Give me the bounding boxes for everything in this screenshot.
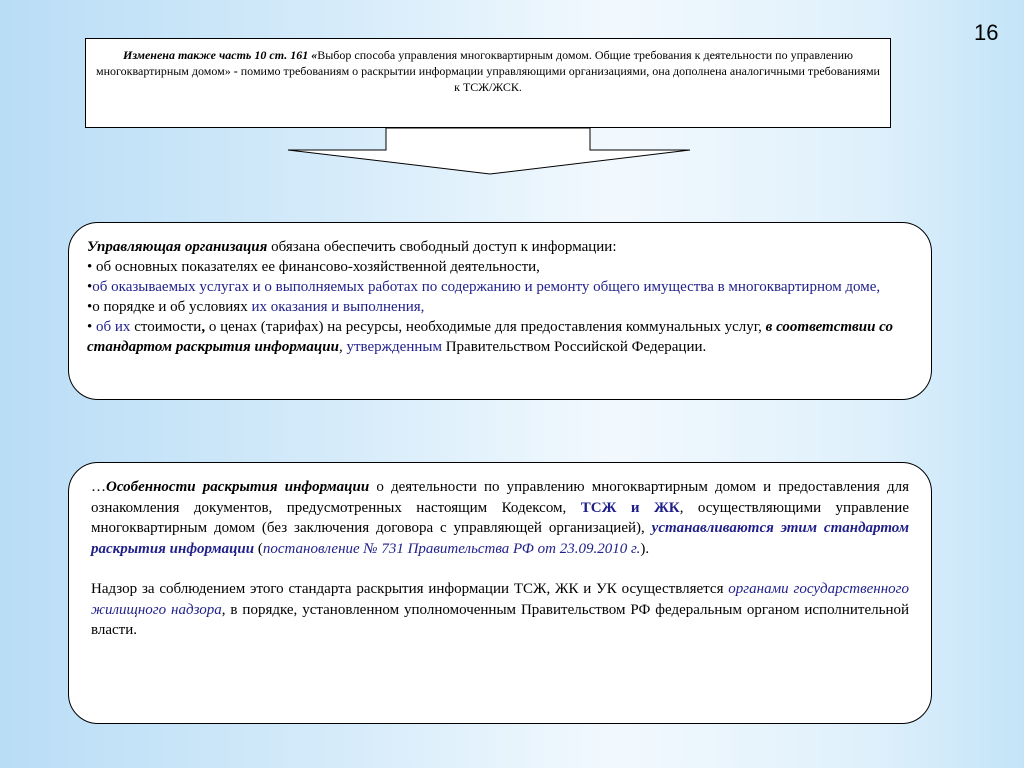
bullet: • bbox=[87, 279, 93, 295]
box-a-item3-c: , bbox=[420, 299, 425, 315]
top-box-dash: - bbox=[230, 64, 241, 78]
box-a-item4 bbox=[87, 317, 913, 357]
box-b-paragraph2 bbox=[91, 579, 909, 641]
box-a-item3-a: о порядке и об условиях bbox=[92, 299, 252, 315]
box-management-organization bbox=[68, 222, 932, 400]
down-arrow-icon bbox=[0, 0, 1024, 200]
box-a-item4-g: утвержденным bbox=[346, 339, 442, 355]
box-b-paragraph1 bbox=[91, 477, 909, 559]
box-a-item4-comma: , bbox=[201, 319, 206, 335]
ellipsis: … bbox=[91, 479, 106, 495]
box-a-intro bbox=[87, 237, 913, 257]
box-a-item2-text: об оказываемых услугах и о выполняемых работах по содержанию и ремонту общего имущества в многоквартирном доме, bbox=[92, 279, 881, 295]
bullet: • bbox=[87, 319, 97, 335]
box-a-item4-a: об их bbox=[96, 319, 131, 335]
box-b-p1-c: , осуществляющими управление многоквартирным домом (без заключения договора с управляющей организацией), bbox=[91, 499, 909, 536]
box-b-p2-a: Надзор за соблюдением этого стандарта раскрытия информации ТСЖ, ЖК и УК осуществляется bbox=[91, 581, 729, 597]
page-number: 16 bbox=[974, 20, 999, 45]
box-b-p1-g: ). bbox=[640, 540, 650, 557]
box-a-intro-text: обязана обеспечить свободный доступ к информации: bbox=[267, 239, 617, 255]
box-a-item4-f: , bbox=[338, 339, 347, 355]
top-box-text1: Выбор способа управления многоквартирным домом. Общие требования к деятельности по управлению многоквартирным домом» bbox=[96, 48, 853, 78]
box-disclosure-features bbox=[68, 462, 932, 724]
box-b-p1-a: о деятельности по управлению многоквартирным домом и предоставления для ознакомления документов, предусмотренных настоящим Кодексом, bbox=[91, 479, 909, 516]
box-a-item3-b: их оказания и выполнения bbox=[251, 299, 421, 315]
box-a-item4-e: в соответствии со стандартом раскрытия информации bbox=[87, 319, 893, 355]
box-b-p2-b: органами государственного жилищного надзора bbox=[91, 581, 909, 618]
box-b-p1-lead: Особенности раскрытия информации bbox=[106, 479, 370, 495]
box-a-lead: Управляющая организация bbox=[87, 239, 268, 255]
box-b-p1-b: ТСЖ и ЖК bbox=[580, 499, 680, 516]
box-a-item1: • об основных показателях ее финансово-хозяйственной деятельности, bbox=[87, 259, 540, 275]
top-box-text2: помимо требованиям о раскрытии информации управляющими организациями, она дополнена аналогичными требованиями к ТСЖ/ЖСК. bbox=[240, 64, 880, 94]
box-a-item4-c: о ценах (тарифах) на ресурсы, необходимые для предоставления коммунальных услуг bbox=[205, 319, 759, 335]
bullet: • bbox=[87, 299, 93, 315]
box-b-p1-e: ( bbox=[254, 540, 263, 557]
box-a-item3 bbox=[87, 297, 913, 317]
box-b-p1-f: постановление № 731 Правительства РФ от 23.09.2010 г. bbox=[262, 540, 641, 557]
top-box-lead: Изменена также часть 10 ст. 161 « bbox=[123, 48, 318, 62]
box-b-p2-c: , в порядке, установленном уполномоченным Правительством РФ федеральным органом исполнительной власти. bbox=[91, 601, 910, 638]
box-a-item2 bbox=[87, 277, 913, 297]
box-b-p1-d: устанавливаются этим стандартом раскрытия информации bbox=[91, 520, 909, 557]
box-a-item4-b: стоимости bbox=[130, 319, 202, 335]
box-a-item4-d: , bbox=[758, 319, 766, 335]
box-a-item4-h: Правительством Российской Федерации. bbox=[441, 339, 707, 355]
